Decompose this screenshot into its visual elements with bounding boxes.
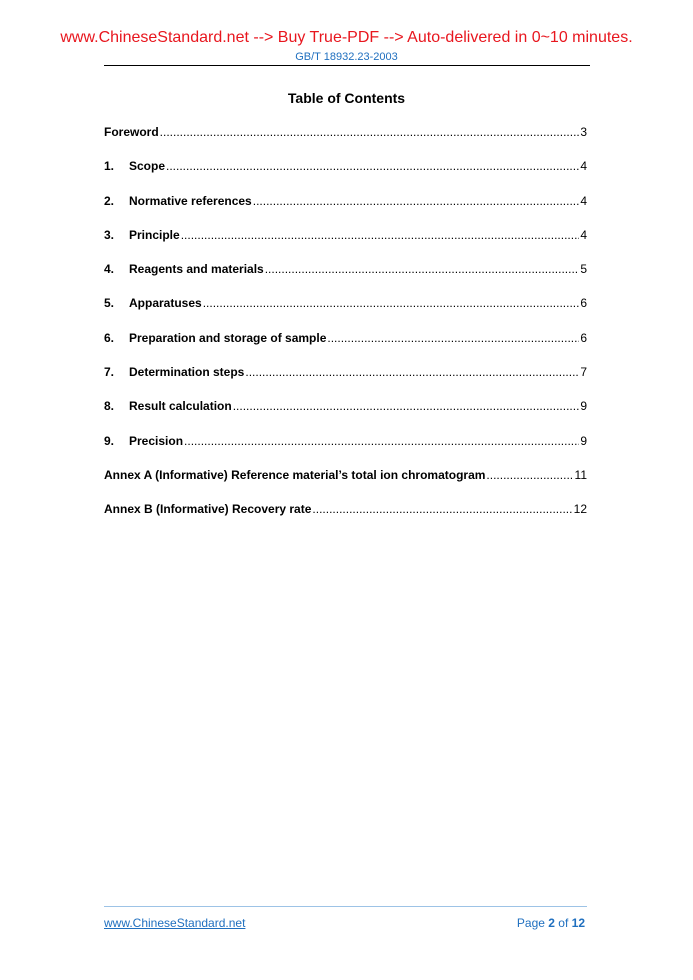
- toc-entry-label: Annex A (Informative) Reference material’s total ion chromatogram: [104, 467, 486, 482]
- toc-entry-number: 6.: [104, 330, 115, 345]
- toc-entry-label: Annex B (Informative) Recovery rate: [104, 502, 312, 517]
- page-current: 2: [548, 916, 555, 930]
- page-of: of: [554, 916, 572, 930]
- toc-entry-page: 4: [580, 159, 587, 174]
- toc-entry-number: 3.: [104, 227, 115, 242]
- toc-entry-page: 7: [580, 365, 587, 380]
- toc-entry-page: 9: [580, 433, 587, 448]
- page-indicator: [517, 916, 585, 931]
- footer-divider: [104, 906, 587, 907]
- toc-entry-apparatuses[interactable]: [104, 296, 587, 330]
- toc-title: Table of Contents: [287, 90, 406, 106]
- toc-dot-leader: [265, 262, 580, 276]
- toc-entry-preparation-and-storage[interactable]: [104, 331, 587, 365]
- toc-dot-leader: [245, 365, 579, 379]
- toc-entry-result-calculation[interactable]: [104, 399, 587, 433]
- footer-site-link[interactable]: www.ChineseStandard.net: [104, 916, 246, 930]
- toc-entry-annex-a[interactable]: [104, 468, 587, 502]
- toc-dot-leader: [166, 159, 579, 173]
- toc-entry-page: 4: [580, 227, 587, 242]
- toc-entry-page: 12: [573, 502, 587, 517]
- toc-dot-leader: [160, 125, 580, 139]
- toc-entry-determination-steps[interactable]: [104, 365, 587, 399]
- promo-banner[interactable]: www.ChineseStandard.net --> Buy True-PDF --> Auto-delivered in 0~10 minutes.: [60, 29, 633, 46]
- toc-entry-number: 8.: [104, 399, 115, 414]
- toc-entry-normative-references[interactable]: [104, 194, 587, 228]
- toc-entry-label: Precision: [129, 433, 184, 448]
- toc-dot-leader: [253, 194, 580, 208]
- toc-entry-label: Apparatuses: [129, 296, 202, 311]
- header-divider: [104, 65, 590, 66]
- toc-entry-page: 5: [580, 262, 587, 277]
- toc-dot-leader: [203, 296, 580, 310]
- toc-entry-label: Principle: [129, 227, 180, 242]
- toc-entry-number: 4.: [104, 262, 115, 277]
- toc-entry-label: Reagents and materials: [129, 262, 264, 277]
- toc-entry-label: Result calculation: [129, 399, 232, 414]
- toc-entry-page: 4: [580, 193, 587, 208]
- page-total: 12: [571, 916, 585, 930]
- standard-code: GB/T 18932.23-2003: [295, 51, 398, 63]
- toc-dot-leader: [233, 399, 580, 413]
- toc-entry-page: 11: [574, 467, 587, 482]
- toc-entry-precision[interactable]: [104, 434, 587, 468]
- toc-entry-page: 3: [580, 125, 587, 139]
- table-of-contents: [104, 125, 587, 537]
- toc-entry-page: 6: [580, 330, 587, 345]
- toc-entry-page: 9: [580, 399, 587, 414]
- toc-dot-leader: [312, 502, 572, 516]
- toc-entry-principle[interactable]: [104, 228, 587, 262]
- toc-dot-leader: [184, 434, 579, 448]
- toc-entry-number: 7.: [104, 365, 115, 380]
- toc-dot-leader: [181, 228, 580, 242]
- toc-entry-label: Foreword: [104, 125, 159, 139]
- toc-entry-number: 1.: [104, 159, 115, 174]
- toc-dot-leader: [327, 331, 579, 345]
- toc-entry-foreword[interactable]: [104, 125, 587, 159]
- toc-dot-leader: [486, 468, 573, 482]
- toc-entry-reagents-and-materials[interactable]: [104, 262, 587, 296]
- toc-entry-number: 9.: [104, 433, 115, 448]
- toc-entry-label: Preparation and storage of sample: [129, 330, 327, 345]
- toc-entry-number: 2.: [104, 193, 115, 208]
- toc-entry-scope[interactable]: [104, 159, 587, 193]
- toc-entry-annex-b[interactable]: [104, 502, 587, 536]
- toc-entry-label: Normative references: [129, 193, 252, 208]
- toc-entry-number: 5.: [104, 296, 115, 311]
- page-prefix: Page: [516, 916, 549, 930]
- toc-entry-label: Determination steps: [129, 365, 245, 380]
- toc-entry-page: 6: [580, 296, 587, 311]
- toc-entry-label: Scope: [129, 159, 166, 174]
